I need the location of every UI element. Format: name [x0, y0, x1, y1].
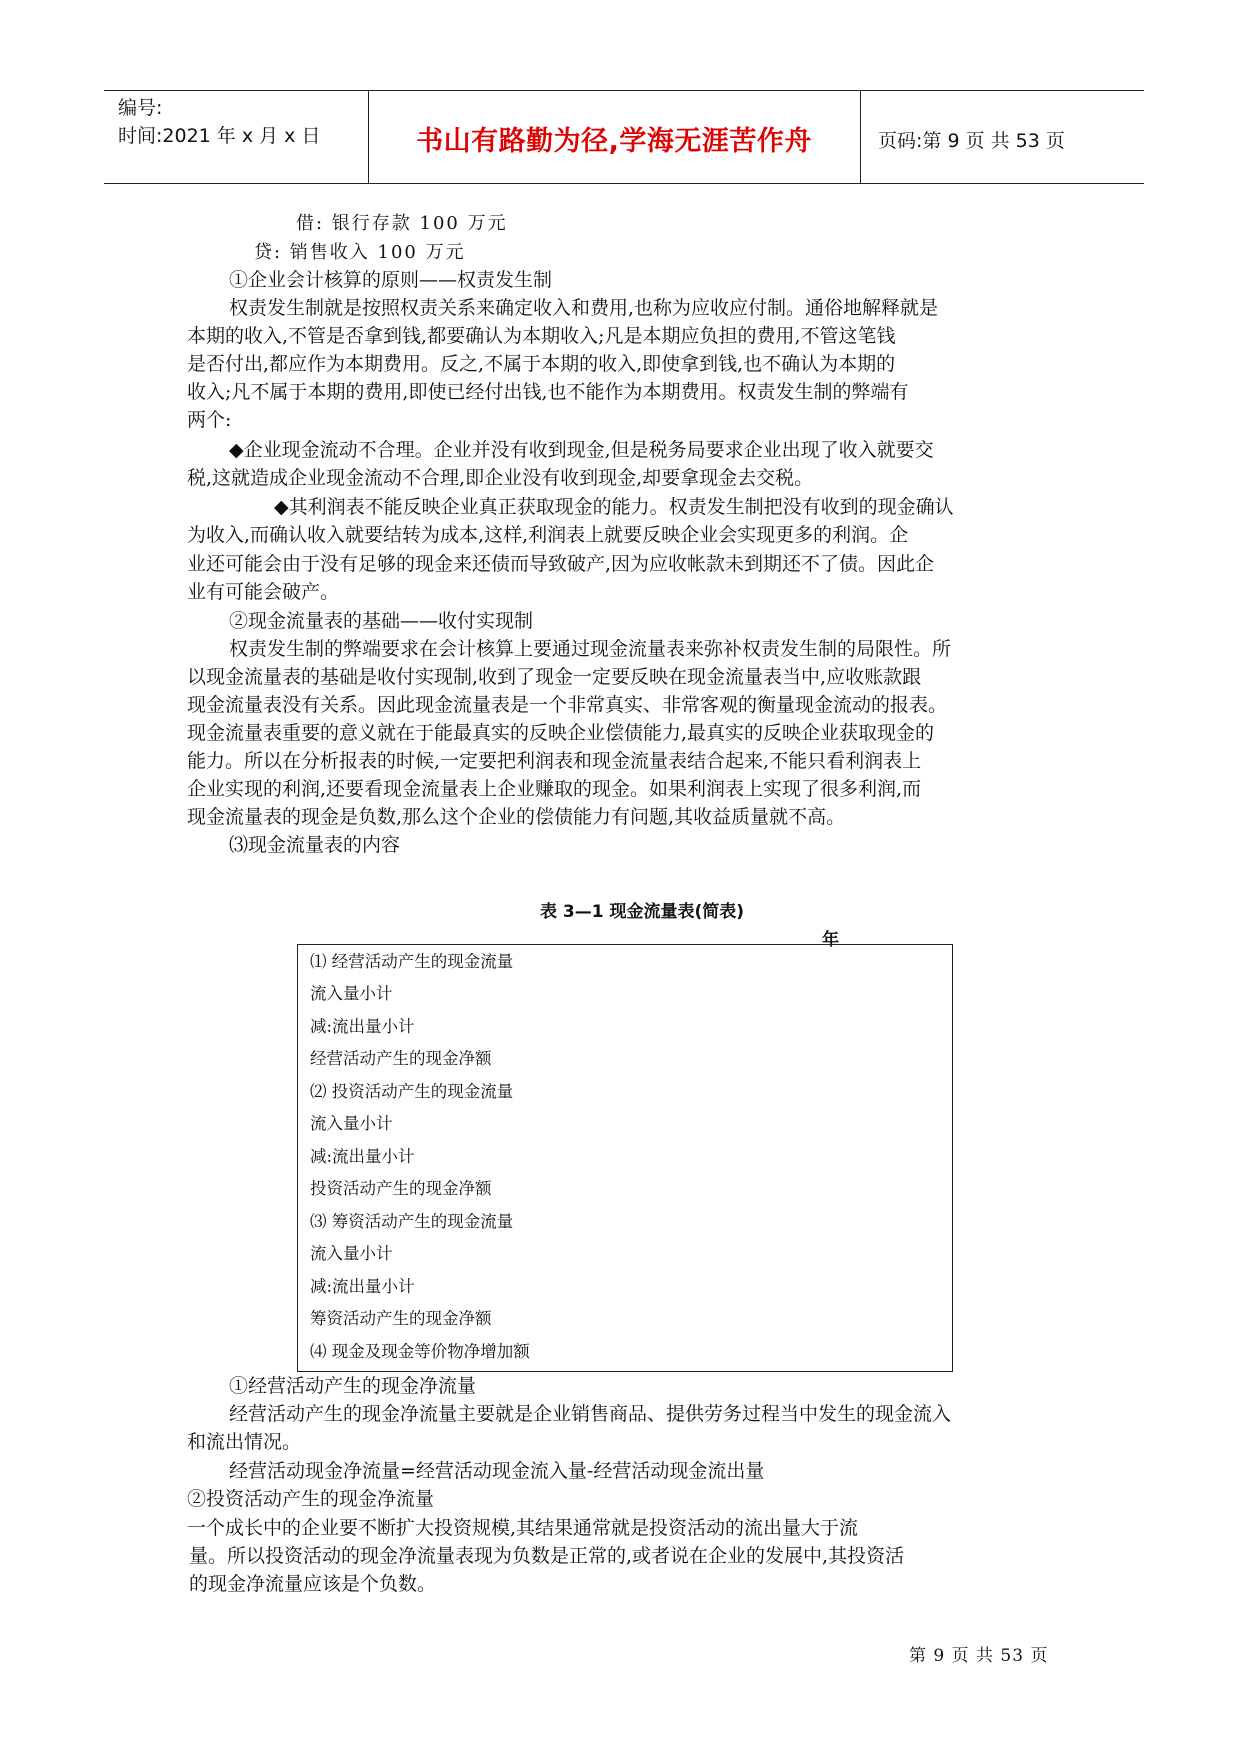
- table-row: 投资活动产生的现金净额: [310, 1179, 492, 1198]
- bullet-line: ◆其利润表不能反映企业真正获取现金的能力。权责发生制把没有收到的现金确认: [274, 496, 954, 518]
- table-row: 减:流出量小计: [310, 1147, 415, 1166]
- header-motto-cell: [368, 91, 861, 183]
- paragraph-line: 权责发生制就是按照权责关系来确定收入和费用,也称为应收应付制。通俗地解释就是: [229, 297, 939, 319]
- table-row: 经营活动产生的现金净额: [310, 1049, 492, 1068]
- table-row: ⑴ 经营活动产生的现金流量: [310, 952, 514, 971]
- bullet-line: 税,这就造成企业现金流动不合理,即企业没有收到现金,却要拿现金去交税。: [187, 467, 814, 489]
- bullet-line: 业有可能会破产。: [187, 581, 340, 603]
- table-row: 流入量小计: [310, 1244, 393, 1263]
- document-number-label: 编号:: [118, 97, 163, 119]
- paragraph-line: 量。所以投资活动的现金净流量表现为负数是正常的,或者说在企业的发展中,其投资活: [189, 1545, 905, 1567]
- cash-flow-table: [297, 944, 953, 1372]
- table-row: 减:流出量小计: [310, 1277, 415, 1296]
- table-row: 流入量小计: [310, 1114, 393, 1133]
- bullet-line: 为收入,而确认收入就要结转为成本,这样,利润表上就要反映企业会实现更多的利润。企: [187, 524, 909, 546]
- paragraph-line: 以现金流量表的基础是收付实现制,收到了现金一定要反映在现金流量表当中,应收账款跟: [187, 666, 922, 688]
- section-title-operating: ①经营活动产生的现金净流量: [229, 1375, 477, 1397]
- paragraph-line: 现金流量表的现金是负数,那么这个企业的偿债能力有问题,其收益质量就不高。: [187, 806, 846, 828]
- document-time-label: 时间:2021 年 x 月 x 日: [118, 125, 321, 147]
- paragraph-line: 本期的收入,不管是否拿到钱,都要确认为本期收入;凡是本期应负担的费用,不管这笔钱: [187, 325, 896, 347]
- paragraph-line: 企业实现的利润,还要看现金流量表上企业赚取的现金。如果利润表上实现了很多利润,而: [187, 778, 922, 800]
- table-row: 筹资活动产生的现金净额: [310, 1309, 492, 1328]
- table-row: 流入量小计: [310, 984, 393, 1003]
- paragraph-line: 权责发生制的弊端要求在会计核算上要通过现金流量表来弥补权责发生制的局限性。所: [229, 638, 952, 660]
- header-page-label: 页码:第 9 页 共 53 页: [878, 130, 1065, 152]
- table-caption: 表 3—1 现金流量表(简表): [540, 902, 745, 922]
- paragraph-line: 两个:: [187, 409, 232, 431]
- section-title-accrual: ①企业会计核算的原则——权责发生制: [229, 269, 553, 291]
- formula-line: 经营活动现金净流量=经营活动现金流入量-经营活动现金流出量: [229, 1460, 765, 1482]
- paragraph-line: 一个成长中的企业要不断扩大投资规模,其结果通常就是投资活动的流出量大于流: [187, 1517, 859, 1539]
- page-footer-number: 第 9 页 共 53 页: [909, 1646, 1049, 1666]
- paragraph-line: 现金流量表没有关系。因此现金流量表是一个非常真实、非常客观的衡量现金流动的报表。: [187, 694, 948, 716]
- header-motto: 书山有路勤为径,学海无涯苦作舟: [416, 126, 812, 157]
- paragraph-line: 现金流量表重要的意义就在于能最真实的反映企业偿债能力,最真实的反映企业获取现金的: [187, 722, 935, 744]
- section-title-cash-basis: ②现金流量表的基础——收付实现制: [229, 610, 534, 632]
- table-row: ⑶ 筹资活动产生的现金流量: [310, 1212, 514, 1231]
- page-header: [104, 90, 1144, 184]
- section-title-investing: ②投资活动产生的现金净流量: [187, 1488, 435, 1510]
- entry-credit: 贷: 销售收入 100 万元: [254, 242, 466, 263]
- paragraph-line: 和流出情况。: [187, 1431, 302, 1453]
- header-left-cell: [104, 91, 369, 183]
- paragraph-line: 是否付出,都应作为本期费用。反之,不属于本期的收入,即使拿到钱,也不确认为本期的: [187, 353, 896, 375]
- entry-debit: 借: 银行存款 100 万元: [296, 213, 508, 234]
- header-right-cell: [860, 91, 1144, 183]
- paragraph-line: 的现金净流量应该是个负数。: [189, 1573, 437, 1595]
- bullet-line: ◆企业现金流动不合理。企业并没有收到现金,但是税务局要求企业出现了收入就要交: [229, 439, 934, 461]
- paragraph-line: 能力。所以在分析报表的时候,一定要把利润表和现金流量表结合起来,不能只看利润表上: [187, 750, 922, 772]
- paragraph-line: 收入;凡不属于本期的费用,即使已经付出钱,也不能作为本期费用。权责发生制的弊端有: [187, 381, 909, 403]
- section-title-contents: ⑶现金流量表的内容: [229, 834, 401, 856]
- table-row: ⑵ 投资活动产生的现金流量: [310, 1082, 514, 1101]
- table-row: ⑷ 现金及现金等价物净增加额: [310, 1342, 530, 1361]
- paragraph-line: 经营活动产生的现金净流量主要就是企业销售商品、提供劳务过程当中发生的现金流入: [229, 1403, 952, 1425]
- table-row: 减:流出量小计: [310, 1017, 415, 1036]
- bullet-line: 业还可能会由于没有足够的现金来还债而导致破产,因为应收帐款未到期还不了债。因此企: [187, 553, 935, 575]
- table-year-label: 年: [822, 930, 839, 950]
